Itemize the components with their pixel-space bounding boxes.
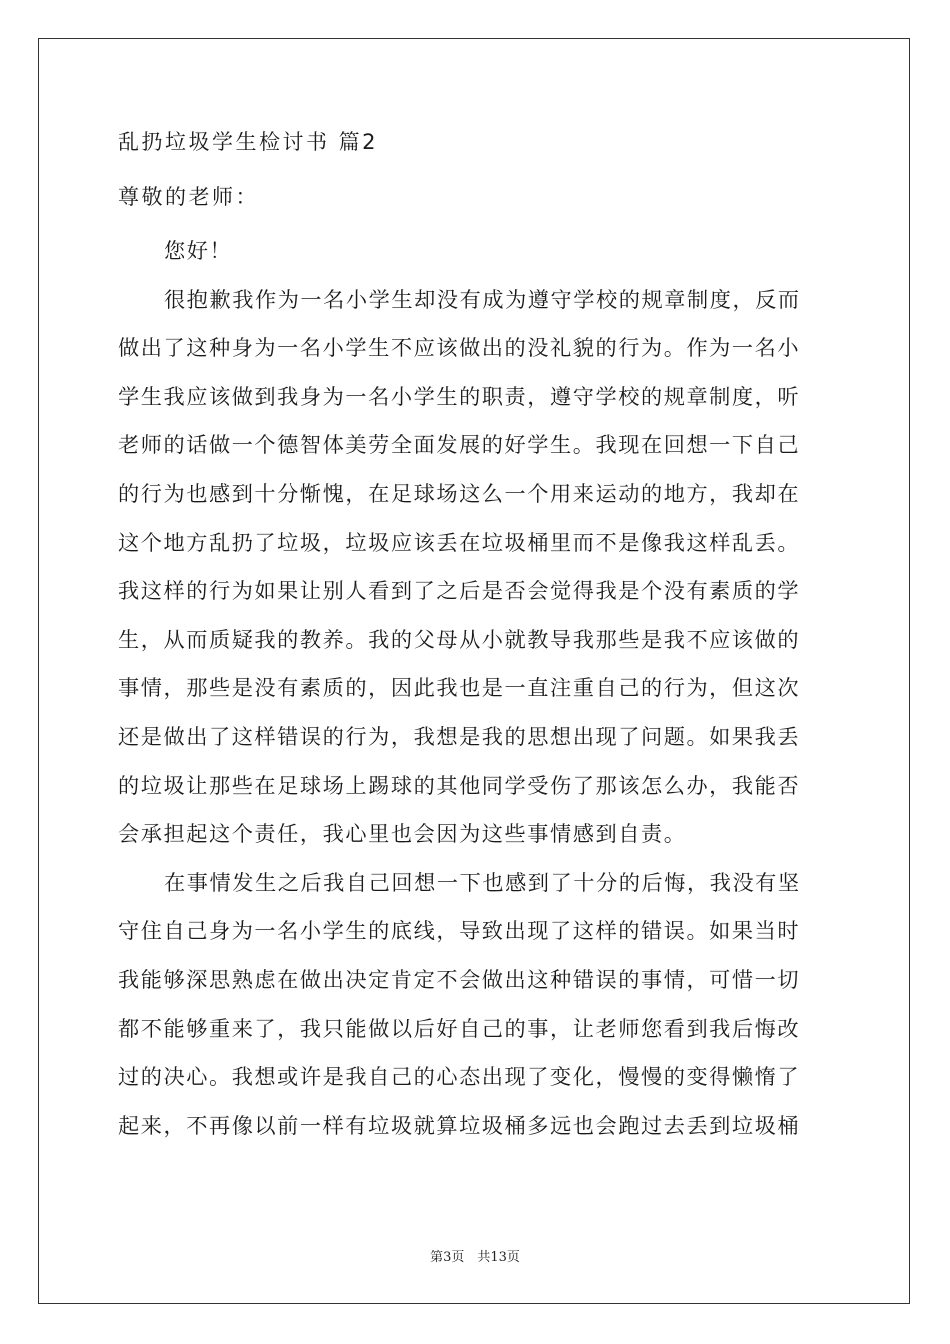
- paragraph-line: 都不能够重来了，我只能做以后好自己的事，让老师您看到我后悔改: [118, 1015, 801, 1041]
- paragraph-2: [118, 859, 832, 1151]
- paragraph-line: 的垃圾让那些在足球场上踢球的其他同学受伤了那该怎么办，我能否: [118, 772, 801, 798]
- page-footer: 第3页 共13页: [430, 1250, 520, 1265]
- paragraph-line: 很抱歉我作为一名小学生却没有成为遵守学校的规章制度，反而: [164, 286, 801, 312]
- document-body: [118, 128, 832, 1150]
- paragraph-line: 我这样的行为如果让别人看到了之后是否会觉得我是个没有素质的学: [118, 578, 801, 604]
- paragraph-line: 守住自己身为一名小学生的底线，导致出现了这样的错误。如果当时: [118, 918, 801, 944]
- paragraph-line: 学生我应该做到我身为一名小学生的职责，遵守学校的规章制度，听: [118, 383, 801, 409]
- paragraph-line: 事情，那些是没有素质的，因此我也是一直注重自己的行为，但这次: [118, 675, 801, 701]
- paragraph-line: 过的决心。我想或许是我自己的心态出现了变化，慢慢的变得懒惰了: [118, 1064, 801, 1090]
- salutation: 尊敬的老师：: [118, 185, 259, 209]
- paragraph-line: 我能够深思熟虑在做出决定肯定不会做出这种错误的事情，可惜一切: [118, 966, 801, 992]
- paragraph-line: 还是做出了这样错误的行为，我想是我的思想出现了问题。如果我丢: [118, 723, 801, 749]
- paragraph-line: 生，从而质疑我的教养。我的父母从小就教导我那些是我不应该做的: [118, 626, 801, 652]
- paragraph-line: 做出了这种身为一名小学生不应该做出的没礼貌的行为。作为一名小: [118, 335, 801, 361]
- paragraph-line: 在事情发生之后我自己回想一下也感到了十分的后悔，我没有坚: [164, 869, 801, 895]
- paragraph-line: 的行为也感到十分惭愧，在足球场这么一个用来运动的地方，我却在: [118, 480, 801, 506]
- greeting: 您好！: [164, 238, 233, 263]
- paragraph-line: 会承担起这个责任，我心里也会因为这些事情感到自责。: [118, 821, 687, 847]
- paragraph-1: [118, 276, 832, 859]
- paragraph-line: 这个地方乱扔了垃圾，垃圾应该丢在垃圾桶里而不是像我这样乱丢。: [118, 529, 801, 555]
- document-title: 乱扔垃圾学生检讨书 篇2: [118, 130, 379, 154]
- paragraph-line: 老师的话做一个德智体美劳全面发展的好学生。我现在回想一下自己: [118, 432, 801, 458]
- paragraph-line: 起来，不再像以前一样有垃圾就算垃圾桶多远也会跑过去丢到垃圾桶: [118, 1112, 801, 1138]
